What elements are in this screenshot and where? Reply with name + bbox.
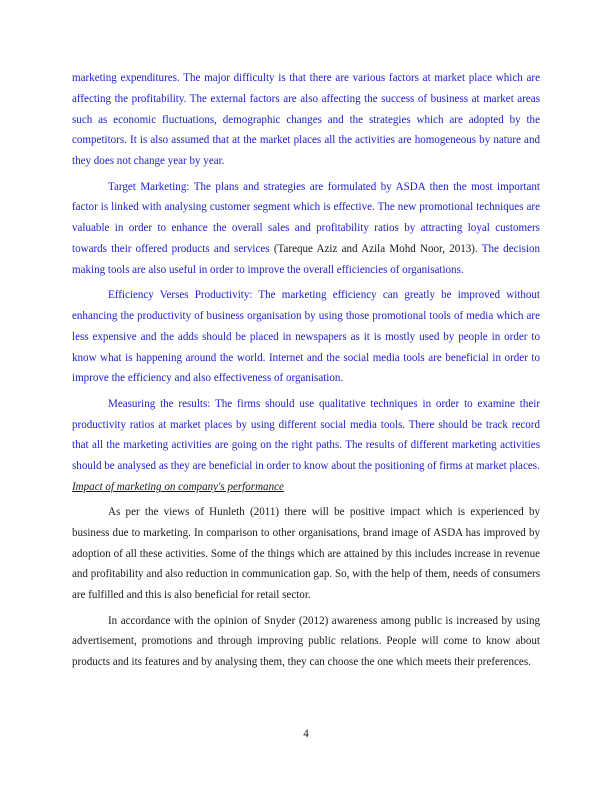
paragraph-target-marketing bbox=[72, 177, 540, 281]
target-marketing-text-end: . The decision making tools are also useful in order to improve the overall efficiencies of organisations. bbox=[72, 242, 540, 276]
citation-tareque-aziz: (Tareque Aziz and Azila Mohd Noor, 2013) bbox=[273, 242, 475, 255]
paragraph-hunleth: As per the views of Hunleth (2011) there will be positive impact which is experienced by business due to marketing. In comparison to other organisations, brand image of ASDA has improved by adoption of all these activities. Some of the things which are attained by this includes increase in revenue and profitability and also reduction in communication gap. So, with the help of them, needs of consumers are fulfilled and this is also beneficial for retail sector. bbox=[72, 506, 540, 602]
paragraph-measuring-results: Measuring the results: The firms should use qualitative techniques in order to examine their productivity ratios at market places by using different social media tools. There should be track record that all the marketing activities are going on the right paths. The results of different marketing activities should be analysed as they are beneficial in order to know about the positioning of firms at market places. bbox=[72, 397, 540, 473]
document-page bbox=[72, 68, 540, 673]
section-heading: Impact of marketing on company's performance bbox=[72, 481, 284, 494]
paragraph-snyder: In accordance with the opinion of Snyder (2012) awareness among public is increased by using advertisement, promotions and through improving public relations. People will come to know about products and its features and by analysing them, they can choose the one which meets their preferences. bbox=[72, 614, 540, 669]
paragraph-marketing-expenditures: marketing expenditures. The major difficulty is that there are various factors at market place which are affecting the profitability. The external factors are also affecting the success of business at market areas such as economic fluctuations, demographic changes and the strategies which are adopted by the competitors. It is also assumed that at the market places all the activities are homogeneous by nature and they does not change year by year. bbox=[72, 72, 540, 168]
target-marketing-text: Target Marketing: The plans and strategies are formulated by ASDA then the most important factor is linked with analysing customer segment which is effective. The new promotional techniques are valuable in order to enhance the overall sales and profitability ratios by attracting loyal customers towards their offered products and services bbox=[72, 180, 540, 255]
paragraph-efficiency-verses-productivity: Efficiency Verses Productivity: The marketing efficiency can greatly be improved without enhancing the productivity of business organisation by using those promotional tools of media which are less expensive and the adds should be placed in newspapers as it is mostly used by people in order to know what is happening around the world. Internet and the social media tools are beneficial in order to improve the efficiency and also effectiveness of organisation. bbox=[72, 289, 540, 385]
page-number: 4 bbox=[303, 728, 309, 740]
